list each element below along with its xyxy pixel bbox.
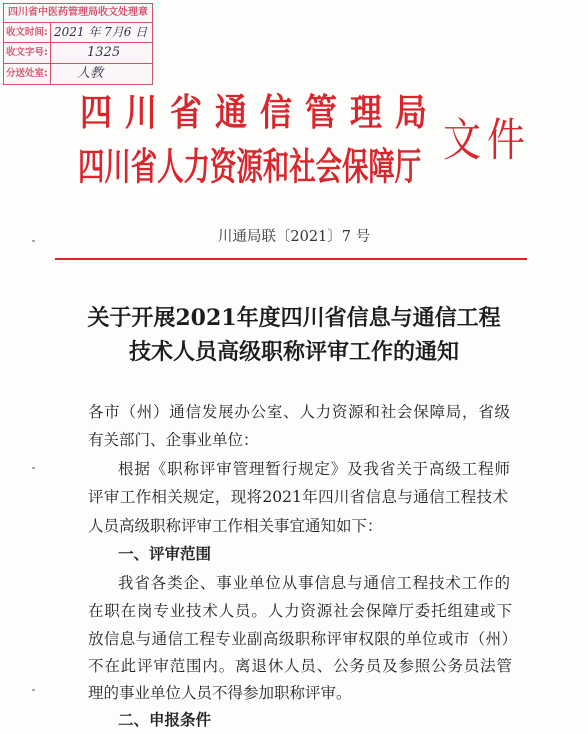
issuer-name-1: 四川省通信管理局 xyxy=(80,90,441,135)
stamp-label-distribution: 分送处室: xyxy=(4,64,51,84)
stamp-row-receipt-number xyxy=(4,43,152,63)
body-line: 在职在岗专业技术人员。人力资源社会保障厅委托组建或下 xyxy=(88,602,512,620)
document-type-label: 文件 xyxy=(443,113,532,167)
body-line: 根据《职称评审管理暂行规定》及我省关于高级工程师 xyxy=(118,460,510,478)
body-line: 不在此评审范围内。离退休人员、公务员及参照公务员法管 xyxy=(88,657,512,675)
document-number: 川通局联〔2021〕7 号 xyxy=(217,229,371,245)
stamp-row-received-date xyxy=(4,23,152,43)
red-separator-line xyxy=(55,258,527,260)
section-heading-scope: 一、评审范围 xyxy=(118,545,212,563)
body-line: 评审工作相关规定，现将2021年四川省信息与通信工程技术 xyxy=(88,488,508,506)
stamp-header: 四川省中医药管理局收文处理章 xyxy=(4,4,152,23)
document-title-line-1: 关于开展2021年度四川省信息与通信工程 xyxy=(87,305,501,331)
section-heading-requirements: 二、申报条件 xyxy=(118,711,212,729)
receipt-stamp xyxy=(3,3,153,85)
scan-speck xyxy=(32,467,35,469)
document-title-line-2: 技术人员高级职称评审工作的通知 xyxy=(128,339,459,365)
body-line: 有关部门、企事业单位： xyxy=(88,431,259,449)
stamp-label-received-date: 收文时间: xyxy=(4,23,51,42)
scan-speck xyxy=(32,689,35,691)
stamp-label-receipt-number: 收文字号: xyxy=(4,43,51,62)
body-line: 放信息与通信工程专业副高级职称评审权限的单位或市（州） xyxy=(88,630,517,648)
stamp-value-distribution: 人教 xyxy=(77,65,104,81)
scan-speck xyxy=(32,240,35,242)
issuer-name-2: 四川省人力资源和社会保障厅 xyxy=(78,145,422,190)
body-line: 人员高级职称评审工作相关事宜通知如下： xyxy=(88,517,383,535)
body-line: 我省各类企、事业单位从事信息与通信工程技术工作的 xyxy=(118,574,510,592)
stamp-value-received-date: 2021 年 7月6 日 xyxy=(54,25,148,39)
body-line: 各市（州）通信发展办公室、人力资源和社会保障局，省级 xyxy=(88,403,510,421)
body-line: 理的事业单位人员不得参加职称评审。 xyxy=(88,684,352,702)
stamp-row-distribution xyxy=(4,64,152,84)
stamp-value-receipt-number: 1325 xyxy=(87,45,121,61)
